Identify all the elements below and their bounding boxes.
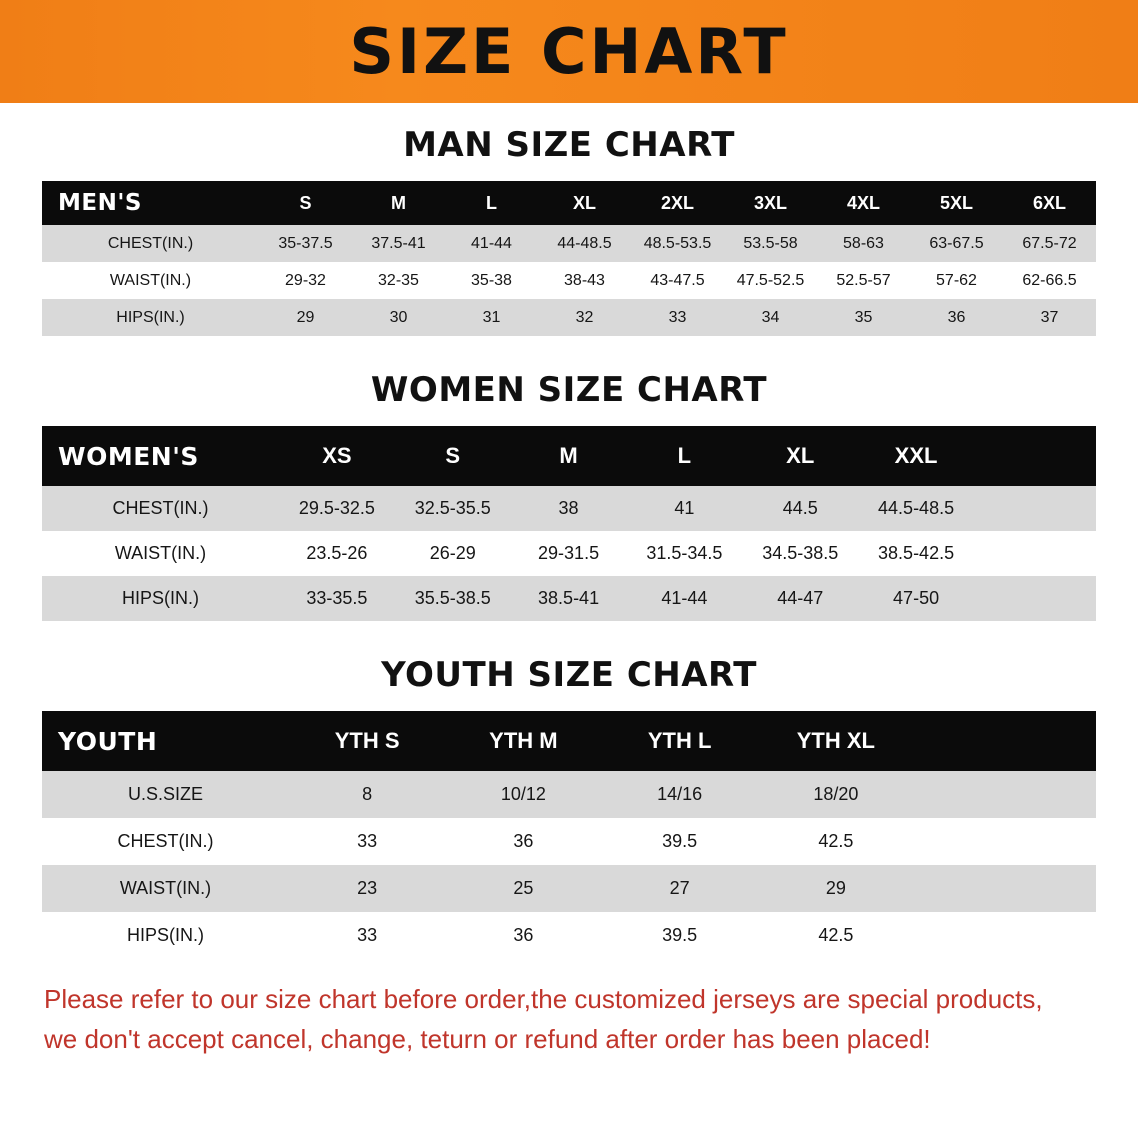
man-row-label-waist: WAIST(IN.) [42,262,259,299]
women-row-label-waist: WAIST(IN.) [42,531,279,576]
table-row [42,865,1096,912]
table-header-row [42,426,1096,486]
table-cell: 31.5-34.5 [626,531,742,576]
man-col-6xl: 6XL [1003,181,1096,225]
table-cell: 47-50 [858,576,974,621]
table-cell-empty [914,912,1096,959]
size-chart-banner [0,0,1138,103]
table-cell: 8 [289,771,445,818]
table-cell: 33 [631,299,724,336]
table-cell: 34.5-38.5 [742,531,858,576]
table-cell: 37.5-41 [352,225,445,262]
table-header-row [42,181,1096,225]
table-cell: 32-35 [352,262,445,299]
page-title: SIZE CHART [349,14,789,88]
table-row [42,486,1096,531]
table-cell: 38 [511,486,627,531]
man-col-xl: XL [538,181,631,225]
table-cell: 23.5-26 [279,531,395,576]
women-col-xs: XS [279,426,395,486]
man-section-title: MAN SIZE CHART [403,125,735,165]
table-row [42,771,1096,818]
youth-row-label-hips: HIPS(IN.) [42,912,289,959]
table-cell: 44-47 [742,576,858,621]
table-row [42,818,1096,865]
man-corner-label: MEN'S [42,181,259,225]
table-cell-empty [974,531,1096,576]
table-cell-empty [974,576,1096,621]
table-cell: 30 [352,299,445,336]
table-cell: 44-48.5 [538,225,631,262]
youth-size-table [42,711,1096,959]
table-cell: 25 [445,865,601,912]
table-cell-empty [914,865,1096,912]
youth-row-label-waist: WAIST(IN.) [42,865,289,912]
women-col-spacer [974,426,1096,486]
table-cell: 32 [538,299,631,336]
table-cell: 35-37.5 [259,225,352,262]
table-cell: 42.5 [758,818,914,865]
man-col-4xl: 4XL [817,181,910,225]
table-cell: 14/16 [602,771,758,818]
table-cell: 29 [259,299,352,336]
table-cell: 41-44 [626,576,742,621]
youth-col-m: YTH M [445,711,601,771]
women-size-table [42,426,1096,621]
youth-col-xl: YTH XL [758,711,914,771]
table-cell: 53.5-58 [724,225,817,262]
table-cell-empty [914,771,1096,818]
table-cell: 38.5-42.5 [858,531,974,576]
table-cell: 39.5 [602,912,758,959]
women-col-xl: XL [742,426,858,486]
table-row [42,262,1096,299]
man-table-wrap [42,181,1096,336]
women-col-xxl: XXL [858,426,974,486]
women-row-label-chest: CHEST(IN.) [42,486,279,531]
women-col-s: S [395,426,511,486]
table-cell: 33 [289,912,445,959]
table-cell: 27 [602,865,758,912]
women-section-title: WOMEN SIZE CHART [370,370,768,410]
youth-corner-label: YOUTH [42,711,289,771]
youth-row-label-ussize: U.S.SIZE [42,771,289,818]
table-cell: 62-66.5 [1003,262,1096,299]
man-col-2xl: 2XL [631,181,724,225]
table-row [42,576,1096,621]
table-cell: 38.5-41 [511,576,627,621]
table-cell: 33 [289,818,445,865]
women-col-m: M [511,426,627,486]
table-cell: 29 [758,865,914,912]
man-col-m: M [352,181,445,225]
women-col-l: L [626,426,742,486]
table-cell: 44.5-48.5 [858,486,974,531]
table-cell: 38-43 [538,262,631,299]
table-cell: 41-44 [445,225,538,262]
table-cell: 23 [289,865,445,912]
table-cell: 36 [445,818,601,865]
table-header-row [42,711,1096,771]
table-cell: 52.5-57 [817,262,910,299]
table-cell: 35.5-38.5 [395,576,511,621]
table-row [42,225,1096,262]
table-cell: 63-67.5 [910,225,1003,262]
youth-col-s: YTH S [289,711,445,771]
table-cell: 29-32 [259,262,352,299]
table-cell: 18/20 [758,771,914,818]
table-cell: 44.5 [742,486,858,531]
man-col-l: L [445,181,538,225]
table-row [42,912,1096,959]
man-col-5xl: 5XL [910,181,1003,225]
table-cell: 31 [445,299,538,336]
table-cell: 29.5-32.5 [279,486,395,531]
youth-col-spacer [914,711,1096,771]
youth-col-l: YTH L [602,711,758,771]
table-cell: 47.5-52.5 [724,262,817,299]
table-cell: 29-31.5 [511,531,627,576]
man-col-s: S [259,181,352,225]
man-size-table [42,181,1096,336]
youth-table-wrap [42,711,1096,959]
table-cell: 33-35.5 [279,576,395,621]
table-cell-empty [974,486,1096,531]
table-cell: 39.5 [602,818,758,865]
man-row-label-chest: CHEST(IN.) [42,225,259,262]
women-table-wrap [42,426,1096,621]
note-line-2: we don't accept cancel, change, teturn or refund after order has been placed! [44,1024,931,1055]
table-cell: 42.5 [758,912,914,959]
table-cell: 58-63 [817,225,910,262]
table-row [42,531,1096,576]
table-cell: 43-47.5 [631,262,724,299]
table-cell: 10/12 [445,771,601,818]
table-cell: 37 [1003,299,1096,336]
table-cell: 67.5-72 [1003,225,1096,262]
man-col-3xl: 3XL [724,181,817,225]
youth-row-label-chest: CHEST(IN.) [42,818,289,865]
women-row-label-hips: HIPS(IN.) [42,576,279,621]
table-cell: 41 [626,486,742,531]
table-cell: 32.5-35.5 [395,486,511,531]
table-cell: 35 [817,299,910,336]
table-cell: 26-29 [395,531,511,576]
table-cell: 36 [910,299,1003,336]
table-cell: 48.5-53.5 [631,225,724,262]
table-row [42,299,1096,336]
note-line-1: Please refer to our size chart before order,the customized jerseys are special products, [44,984,1043,1014]
youth-section-title: YOUTH SIZE CHART [381,655,757,695]
table-cell: 57-62 [910,262,1003,299]
table-cell: 35-38 [445,262,538,299]
table-cell: 34 [724,299,817,336]
man-row-label-hips: HIPS(IN.) [42,299,259,336]
table-cell-empty [914,818,1096,865]
women-corner-label: WOMEN'S [42,426,279,486]
table-cell: 36 [445,912,601,959]
order-policy-note [44,979,1094,1060]
